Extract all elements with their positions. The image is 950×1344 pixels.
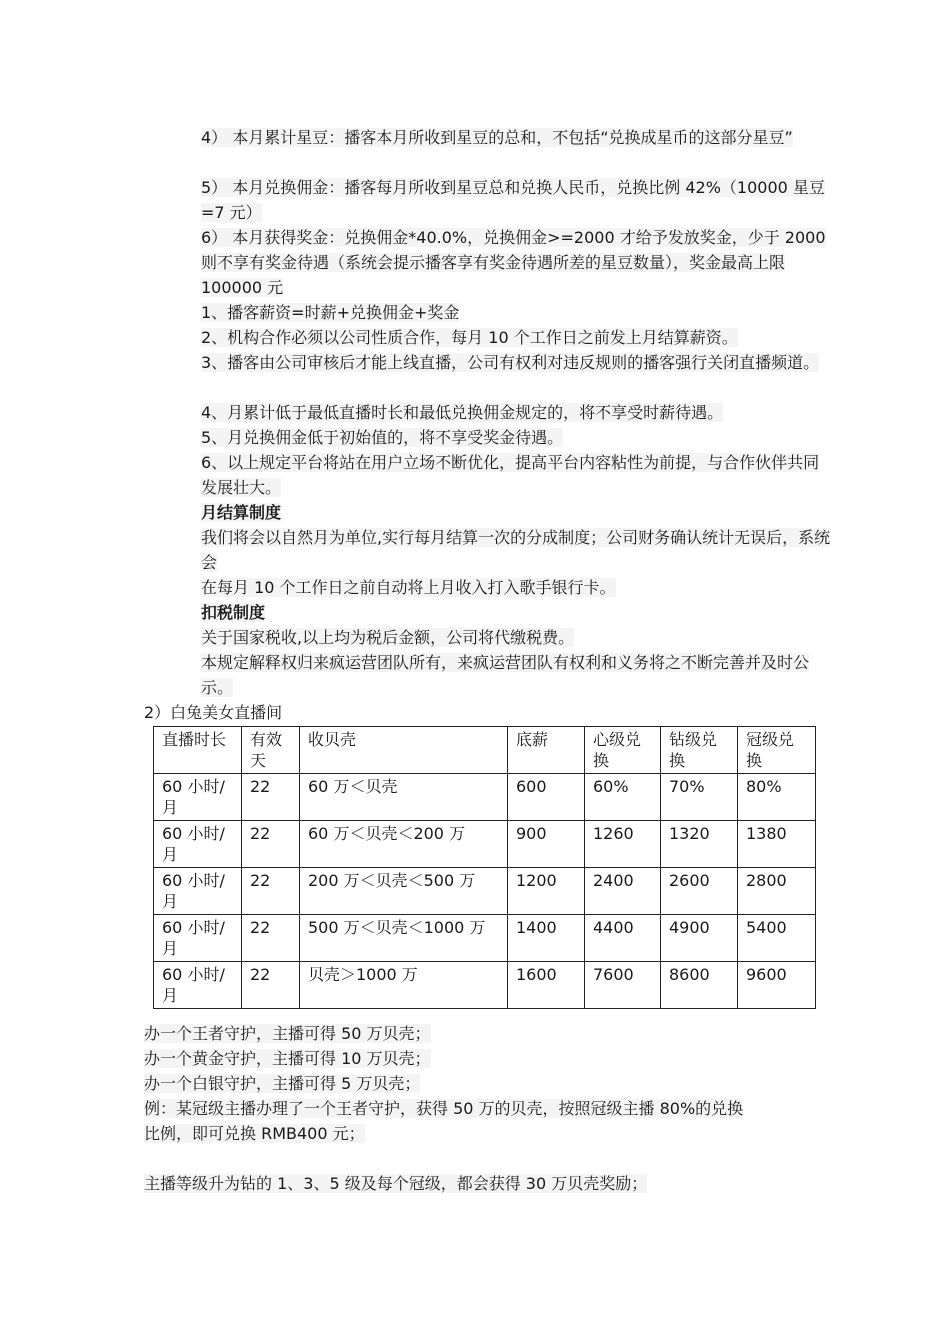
header-base-salary: 底薪 xyxy=(508,727,585,774)
header-diamond-level: 钻级兑换 xyxy=(661,727,738,774)
table-cell: 1400 xyxy=(508,915,585,962)
table-cell: 1260 xyxy=(585,821,661,868)
rule-4: 4、月累计低于最低直播时长和最低兑换佣金规定的，将不享受时薪待遇。 xyxy=(201,403,724,422)
note-gold-guard: 办一个黄金守护，主播可得 10 万贝壳； xyxy=(144,1049,431,1068)
table-cell: 900 xyxy=(508,821,585,868)
table-cell: 22 xyxy=(242,962,300,1009)
table-cell: 22 xyxy=(242,868,300,915)
section-2-title: 2）白兔美女直播间 xyxy=(144,703,283,722)
note-king-guard: 办一个王者守护，主播可得 50 万贝壳； xyxy=(144,1024,431,1043)
table-cell: 4400 xyxy=(585,915,661,962)
header-heart-level: 心级兑换 xyxy=(585,727,661,774)
table-header-row xyxy=(154,727,816,774)
settlement-line-2: 在每月 10 个工作日之前自动将上月收入打入歌手银行卡。 xyxy=(201,578,616,597)
salary-table xyxy=(153,726,816,1009)
table-cell: 9600 xyxy=(738,962,816,1009)
table-cell: 22 xyxy=(242,774,300,821)
table-cell: 200 万＜贝壳＜500 万 xyxy=(300,868,508,915)
item-6: 6） 本月获得奖金：兑换佣金*40.0%，兑换佣金>=2000 才给予发放奖金，少于 2000 则不享有奖金待遇（系统会提示播客享有奖金待遇所差的星豆数量），奖金最高上限 100000 元 xyxy=(201,228,826,297)
table-cell: 60 万＜贝壳＜200 万 xyxy=(300,821,508,868)
tax-line-1: 关于国家税收,以上均为税后金额，公司将代缴税费。 xyxy=(201,628,575,647)
table-cell: 60 万＜贝壳 xyxy=(300,774,508,821)
table-cell: 70% xyxy=(661,774,738,821)
table-cell: 60% xyxy=(585,774,661,821)
note-example: 例：某冠级主播办理了一个王者守护，获得 50 万的贝壳，按照冠级主播 80%的兑换比例，即可兑换 RMB400 元； xyxy=(144,1099,744,1143)
table-cell: 2800 xyxy=(738,868,816,915)
table-cell: 2600 xyxy=(661,868,738,915)
item-5: 5） 本月兑换佣金：播客每月所收到星豆总和兑换人民币，兑换比例 42%（10000 星豆=7 元） xyxy=(201,178,825,222)
table-cell: 600 xyxy=(508,774,585,821)
table-cell: 80% xyxy=(738,774,816,821)
table-cell: 1380 xyxy=(738,821,816,868)
header-duration: 直播时长 xyxy=(154,727,242,774)
table-cell: 60 小时/月 xyxy=(154,821,242,868)
table-cell: 22 xyxy=(242,821,300,868)
table-cell: 8600 xyxy=(661,962,738,1009)
header-shells: 收贝壳 xyxy=(300,727,508,774)
table-cell: 60 小时/月 xyxy=(154,962,242,1009)
item-4: 4） 本月累计星豆：播客本月所收到星豆的总和，不包括“兑换成星币的这部分星豆” xyxy=(201,128,793,147)
note-silver-guard: 办一个白银守护，主播可得 5 万贝壳； xyxy=(144,1074,421,1093)
table-cell: 4900 xyxy=(661,915,738,962)
table-cell: 60 小时/月 xyxy=(154,868,242,915)
table-cell: 贝壳＞1000 万 xyxy=(300,962,508,1009)
table-row xyxy=(154,821,816,868)
table-cell: 60 小时/月 xyxy=(154,774,242,821)
rule-2: 2、机构合作必须以公司性质合作，每月 10 个工作日之前发上月结算薪资。 xyxy=(201,328,738,347)
rule-5: 5、月兑换佣金低于初始值的，将不享受奖金待遇。 xyxy=(201,428,564,447)
table-cell: 60 小时/月 xyxy=(154,915,242,962)
table-cell: 1200 xyxy=(508,868,585,915)
settlement-line-1: 我们将会以自然月为单位,实行每月结算一次的分成制度；公司财务确认统计无误后，系统会 xyxy=(201,528,831,572)
table-row xyxy=(154,868,816,915)
settlement-heading: 月结算制度 xyxy=(201,503,282,522)
tax-line-2: 本规定解释权归来疯运营团队所有，来疯运营团队有权利和义务将之不断完善并及时公示。 xyxy=(201,653,810,697)
table-cell: 2400 xyxy=(585,868,661,915)
table-row xyxy=(154,774,816,821)
rule-6: 6、以上规定平台将站在用户立场不断优化，提高平台内容粘性为前提，与合作伙伴共同发展壮大。 xyxy=(201,453,820,497)
rule-3: 3、播客由公司审核后才能上线直播，公司有权利对违反规则的播客强行关闭直播频道。 xyxy=(201,353,820,372)
tax-heading: 扣税制度 xyxy=(201,603,266,622)
header-valid-days: 有效天 xyxy=(242,727,300,774)
rule-1: 1、播客薪资=时薪+兑换佣金+奖金 xyxy=(201,303,460,322)
table-cell: 500 万＜贝壳＜1000 万 xyxy=(300,915,508,962)
table-cell: 1320 xyxy=(661,821,738,868)
table-cell: 5400 xyxy=(738,915,816,962)
header-crown-level: 冠级兑换 xyxy=(738,727,816,774)
table-row xyxy=(154,915,816,962)
note-level-reward: 主播等级升为钻的 1、3、5 级及每个冠级，都会获得 30 万贝壳奖励； xyxy=(144,1174,648,1193)
table-cell: 22 xyxy=(242,915,300,962)
table-cell: 1600 xyxy=(508,962,585,1009)
table-row xyxy=(154,962,816,1009)
table-cell: 7600 xyxy=(585,962,661,1009)
